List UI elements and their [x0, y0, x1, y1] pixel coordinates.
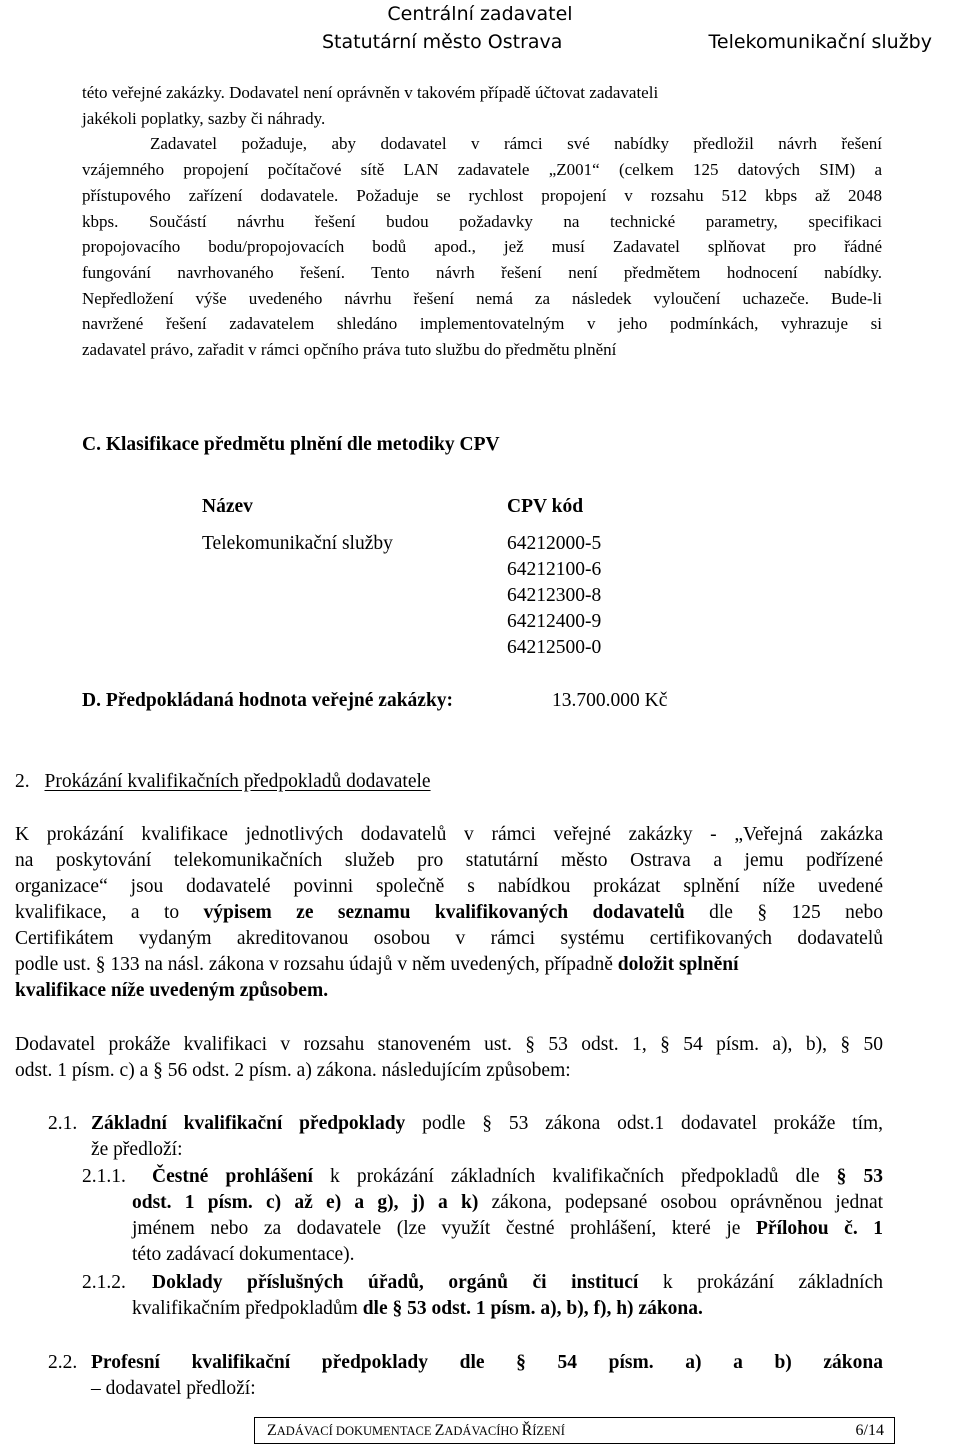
text-line: Čestné prohlášení k prokázání základních kvalifikačních předpokladů dle § 53	[152, 1166, 883, 1187]
text-line: Nepředložení výše uvedeného návrhu řešení nemá za následek vyloučení uchazeče. Bude-li	[82, 288, 882, 308]
text-line: této zadávací dokumentace).	[132, 1244, 355, 1265]
cpv-code: 64212000-5	[507, 533, 602, 554]
text-line: propojovacího bodu/propojovacích bodů apod., jež musí Zadavatel splňovat pro řádné	[82, 237, 882, 257]
section-sign-icon: §	[840, 1034, 851, 1055]
section-sign-icon: §	[516, 1352, 526, 1373]
text-line: – dodavatel předloží:	[91, 1378, 256, 1399]
text-line: odst. 1 písm. c) až e) a g), j) a k) zákona, podepsané osobou oprávněnou jednat	[132, 1192, 884, 1213]
cpv-code: 64212500-0	[507, 637, 602, 658]
cpv-col-name: Název	[202, 496, 253, 517]
text-line: fungování navrhovaného řešení. Tento návrh řešení není předmětem hodnocení nabídky.	[82, 262, 882, 282]
text-line: jménem nebo za dodavatele (lze využít čestné prohlášení, které je Přílohou č. 1	[132, 1218, 884, 1239]
header-title: Centrální zadavatel	[387, 3, 573, 25]
cpv-code: 64212400-9	[507, 611, 602, 632]
section-2-number: 2.	[15, 771, 30, 792]
item-number: 2.1.	[48, 1113, 78, 1134]
cpv-code: 64212100-6	[507, 559, 602, 580]
text-line: organizace“ jsou dodavatelé povinni společně s nabídkou prokázat splnění níže uvedené	[15, 876, 883, 897]
section-sign-icon: §	[660, 1034, 670, 1055]
section-d-title: D. Předpokládaná hodnota veřejné zakázky:	[82, 690, 454, 711]
section-2-heading	[15, 771, 431, 793]
page-number: 6/14	[855, 1422, 884, 1439]
item-number: 2.1.2.	[82, 1272, 126, 1293]
text-line: Profesní kvalifikační předpoklady dle § 54 písm. a) a b) zákona	[91, 1352, 883, 1373]
text-line: navržené řešení zadavatelem shledáno implementovatelným v jeho podmínkách, vyhrazuje si	[82, 314, 882, 334]
text-line: že předloží:	[91, 1139, 183, 1160]
section-sign-icon: §	[153, 1060, 163, 1081]
text-line: kvalifikace, a to výpisem ze seznamu kvalifikovaných dodavatelů dle § 125 nebo	[15, 902, 884, 923]
text-line: kvalifikace níže uvedeným způsobem.	[15, 980, 329, 1001]
section-sign-icon: §	[525, 1034, 535, 1055]
text-line: Certifikátem vydaným akreditovanou osobou v rámci systému certifikovaných dodavatelů	[15, 928, 883, 949]
text-line: Dodavatel prokáže kvalifikaci v rozsahu stanoveném ust. § 53 odst. 1, § 54 písm. a), b), § 50	[15, 1034, 884, 1055]
text-line: vzájemného propojení počítačové sítě LAN zadavatele „Z001“ (celkem 125 datových SIM) a	[82, 160, 882, 180]
text-line: kbps. Součástí návrhu řešení budou požadavky na technické parametry, specifikaci	[82, 211, 882, 231]
text-line: jakékoli poplatky, sazby či náhrady.	[82, 108, 326, 128]
section-sign-icon: §	[95, 954, 106, 975]
text-line: Zadavatel požaduje, aby dodavatel v rámci své nabídky předložil návrh řešení	[150, 134, 882, 154]
footer-title: ZADÁVACÍ DOKUMENTACE ZADÁVACÍHO ŘÍZENÍ	[267, 1422, 565, 1439]
text-line: podle ust. § 133 na násl. zákona v rozsahu údajů v něm uvedených, případně doložit splnění	[15, 954, 739, 975]
item-number: 2.1.1.	[82, 1166, 126, 1187]
section-sign-icon: §	[392, 1298, 403, 1319]
page-footer	[254, 1417, 895, 1444]
text-line: přístupového zařízení dodavatele. Požaduje se rychlost propojení v rozsahu 512 kbps až 2048	[82, 185, 882, 205]
section-c-title: C. Klasifikace předmětu plnění dle metodiky CPV	[82, 434, 500, 455]
text-line: na poskytování telekomunikačních služeb pro statutární město Ostrava a jemu podřízené	[15, 850, 883, 871]
item-number: 2.2.	[48, 1352, 78, 1373]
cpv-service: Telekomunikační služby	[202, 533, 393, 554]
cpv-code: 64212300-8	[507, 585, 602, 606]
header-city: Statutární město Ostrava	[322, 31, 563, 53]
text-line: odst. 1 písm. c) a § 56 odst. 2 písm. a) zákona. následujícím způsobem:	[15, 1060, 571, 1081]
paragraph-top	[82, 80, 882, 363]
text-line: zadavatel právo, zařadit v rámci opčního práva tuto službu do předmětu plnění	[82, 340, 617, 360]
cpv-col-code: CPV kód	[507, 496, 584, 517]
section-d-value: 13.700.000 Kč	[552, 690, 668, 711]
text-line: K prokázání kvalifikace jednotlivých dodavatelů v rámci veřejné zakázky - „Veřejná zakázka	[15, 824, 883, 845]
section-sign-icon: §	[757, 902, 768, 923]
section-sign-icon: §	[836, 1166, 847, 1187]
text-line: Doklady příslušných úřadů, orgánů či institucí k prokázání základních	[152, 1272, 883, 1293]
section-2-title: Prokázání kvalifikačních předpokladů dodavatele	[44, 771, 431, 792]
text-line: kvalifikačním předpokladům dle § 53 odst. 1 písm. a), b), f), h) zákona.	[132, 1298, 703, 1319]
text-line: Základní kvalifikační předpoklady podle § 53 zákona odst.1 dodavatel prokáže tím,	[91, 1113, 884, 1134]
text-line: této veřejné zakázky. Dodavatel není oprávněn v takovém případě účtovat zadavateli	[82, 83, 659, 102]
section-sign-icon: §	[482, 1113, 492, 1134]
header-subject: Telekomunikační služby	[708, 31, 932, 53]
